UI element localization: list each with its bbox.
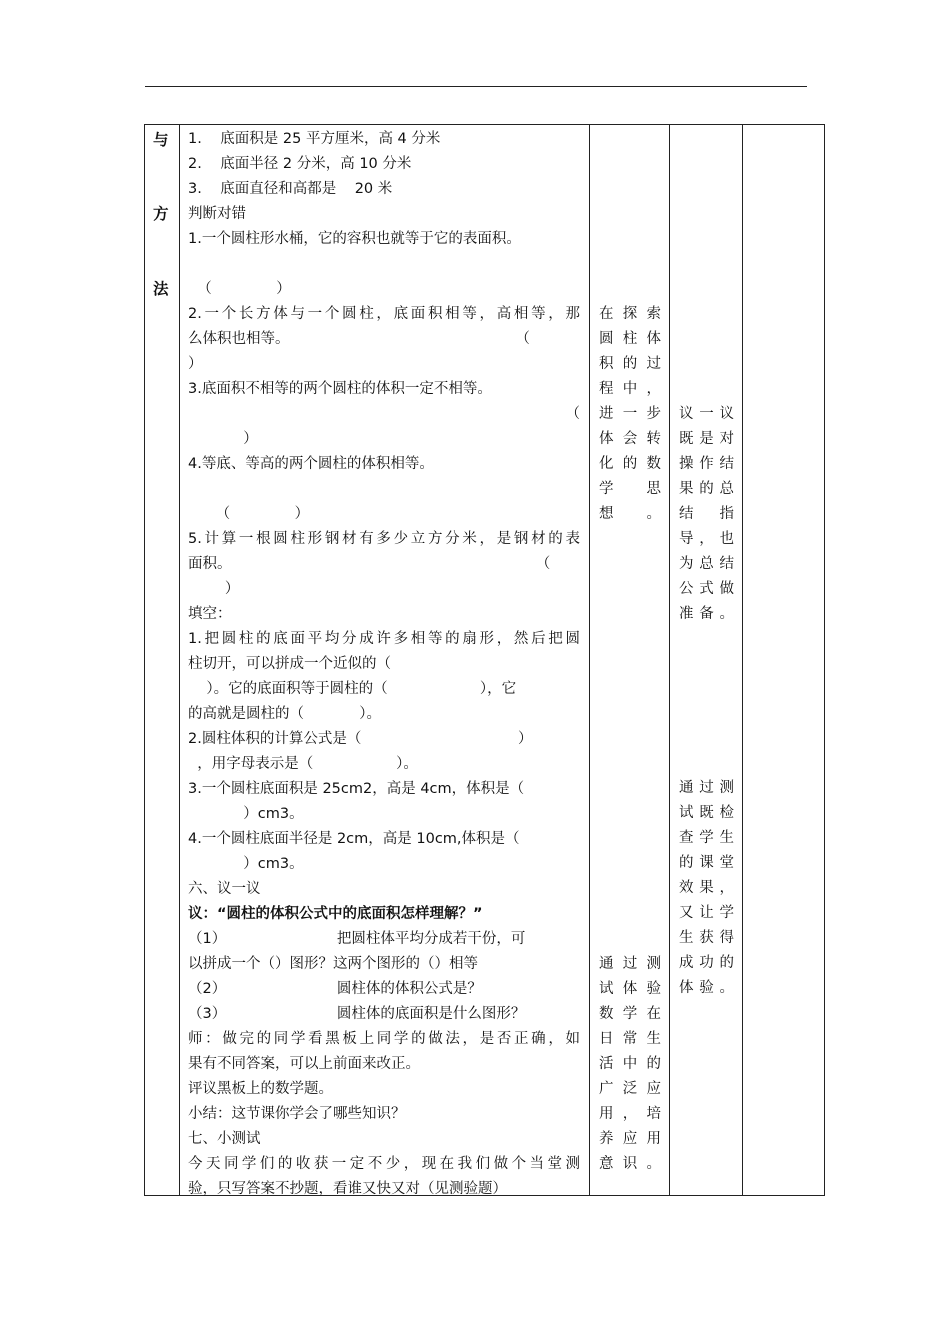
content-line: 么体积也相等。 （ <box>188 331 530 347</box>
side-note-line: 日常生 <box>599 1031 661 1047</box>
content-line: 以拼成一个（）图形？这两个图形的（）相等 <box>188 956 478 972</box>
content-line: ） <box>188 431 258 447</box>
side-note-line: 活中的 <box>599 1056 661 1072</box>
content-line: （3） 圆柱体的底面积是什么图形？ <box>188 1006 526 1022</box>
column-divider-4 <box>742 124 743 1196</box>
content-line: 师：做完的同学看黑板上同学的做法，是否正确，如 <box>188 1031 580 1047</box>
section-label-char: 与 <box>153 131 169 149</box>
content-line: 小结：这节课你学会了哪些知识？ <box>188 1106 406 1122</box>
notes-top <box>679 402 734 627</box>
table-border-left <box>144 124 145 1196</box>
side-note-line: 导，也 <box>679 531 734 547</box>
content-line: 2.圆柱体积的计算公式是（ ） <box>188 731 533 747</box>
content-line: 4.等底、等高的两个圆柱的体积相等。 <box>188 456 434 472</box>
side-note-line: 试既检 <box>679 805 734 821</box>
side-note-line: 操作结 <box>679 456 734 472</box>
content-line: ） <box>188 356 203 372</box>
side-note-line: 准备。 <box>679 606 734 622</box>
content-line: （2） 圆柱体的体积公式是？ <box>188 981 482 997</box>
content-line: 5.计算一根圆柱形钢材有多少立方分米，是钢材的表 <box>188 531 580 547</box>
side-note-line: 在探索 <box>599 306 661 322</box>
content-line: 果有不同答案，可以上前面来改正。 <box>188 1056 420 1072</box>
content-line: ） <box>188 581 240 597</box>
section-label-char: 法 <box>153 280 169 298</box>
content-line: 1. 底面积是 25 平方厘米，高 4 分米 <box>188 131 441 147</box>
content-line: （ ） <box>188 281 291 297</box>
content-line: ，用字母表示是（ ）。 <box>188 756 418 772</box>
content-line: 今天同学们的收获一定不少，现在我们做个当堂测 <box>188 1156 580 1172</box>
side-note-line: 体验。 <box>679 980 734 996</box>
design-intent-top <box>599 302 661 527</box>
side-note-line: 学 思 <box>599 481 661 497</box>
column-divider-2 <box>589 124 590 1196</box>
side-note-line: 的课堂 <box>679 855 734 871</box>
content-line: 柱切开，可以拼成一个近似的（ <box>188 656 391 672</box>
table-border-right <box>824 124 825 1196</box>
side-note-line: 意识。 <box>599 1156 661 1172</box>
teaching-content <box>188 127 580 1202</box>
content-line: 评议黑板上的数学题。 <box>188 1081 333 1097</box>
content-line: 2. 底面半径 2 分米，高 10 分米 <box>188 156 412 172</box>
content-line: 4.一个圆柱底面半径是 2cm，高是 10cm,体积是（ <box>188 831 520 847</box>
content-line: ）。它的底面积等于圆柱的（ ），它 <box>188 681 517 697</box>
side-note-line: 化的数 <box>599 456 661 472</box>
content-line: 议：“圆柱的体积公式中的底面积怎样理解？” <box>188 906 483 922</box>
design-intent-bottom <box>599 952 661 1177</box>
side-note-line: 生获得 <box>679 930 734 946</box>
side-note-line: 养应用 <box>599 1131 661 1147</box>
content-line: 的高就是圆柱的（ ）。 <box>188 706 382 722</box>
content-line <box>188 477 580 502</box>
side-note-line: 通过测 <box>599 956 661 972</box>
content-line: 1.把圆柱的底面平均分成许多相等的扇形，然后把圆 <box>188 631 580 647</box>
content-line: 2.一个长方体与一个圆柱，底面积相等，高相等，那 <box>188 306 580 322</box>
content-line: （ ） <box>188 506 310 522</box>
section-label-char: 方 <box>153 205 169 223</box>
content-line: 七、小测试 <box>188 1131 261 1147</box>
content-line: 填空： <box>188 606 232 622</box>
column-divider-1 <box>179 124 180 1196</box>
side-note-line: 查学生 <box>679 830 734 846</box>
header-rule <box>145 86 807 87</box>
side-note-line: 数学在 <box>599 1006 661 1022</box>
lesson-plan-table <box>144 124 824 1196</box>
side-note-line: 结 指 <box>679 506 734 522</box>
side-note-line: 通过测 <box>679 780 734 796</box>
side-note-line: 积的过 <box>599 356 661 372</box>
side-note-line: 效果， <box>679 880 734 896</box>
content-line: （1） 把圆柱体平均分成若干份，可 <box>188 931 526 947</box>
side-note-line: 果的总 <box>679 481 734 497</box>
table-border-top <box>144 124 824 125</box>
content-line: 判断对错 <box>188 206 246 222</box>
side-note-line: 体会转 <box>599 431 661 447</box>
side-note-line: 为总结 <box>679 556 734 572</box>
content-line: 3.底面积不相等的两个圆柱的体积一定不相等。 <box>188 381 492 397</box>
content-line: 3. 底面直径和高都是 20 米 <box>188 181 393 197</box>
content-line: 六、议一议 <box>188 881 261 897</box>
column-divider-3 <box>669 124 670 1196</box>
side-note-line: 程中， <box>599 381 661 397</box>
side-note-line: 公式做 <box>679 581 734 597</box>
content-line: ）cm3。 <box>188 806 304 822</box>
content-line: ）cm3。 <box>188 856 304 872</box>
content-line: 1.一个圆柱形水桶，它的容积也就等于它的表面积。 <box>188 231 521 247</box>
content-line: 验，只写答案不抄题，看谁又快又对（见测验题） <box>188 1181 507 1197</box>
side-note-line: 议一议 <box>679 406 734 422</box>
content-line: 3.一个圆柱底面积是 25cm2，高是 4cm，体积是（ <box>188 781 525 797</box>
side-note-line: 成功的 <box>679 955 734 971</box>
side-note-line: 进一步 <box>599 406 661 422</box>
side-note-line: 想。 <box>599 506 661 522</box>
side-note-line: 用，培 <box>599 1106 661 1122</box>
content-line <box>188 252 580 277</box>
side-note-line: 圆柱体 <box>599 331 661 347</box>
side-note-line: 试体验 <box>599 981 661 997</box>
side-note-line: 又让学 <box>679 905 734 921</box>
notes-bottom <box>679 776 734 1001</box>
side-note-line: 广泛应 <box>599 1081 661 1097</box>
content-line: 面积。 （ <box>188 556 551 572</box>
content-line: （ <box>565 406 580 422</box>
side-note-line: 既是对 <box>679 431 734 447</box>
